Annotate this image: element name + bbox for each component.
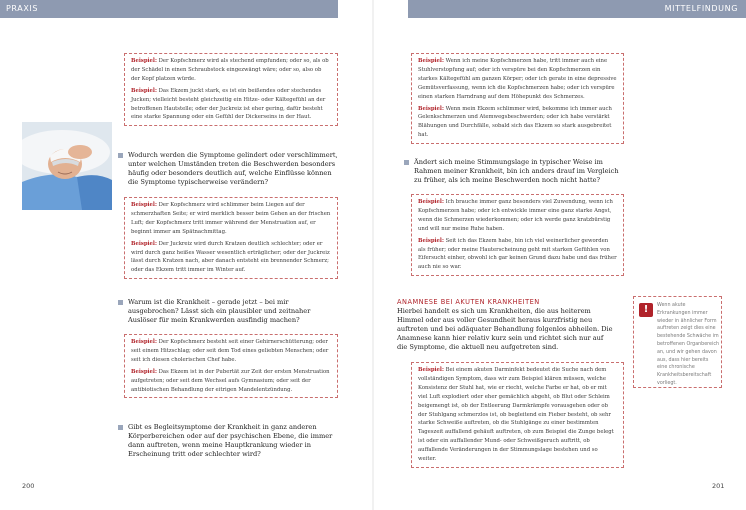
section-body-acute-anamnesis: Hierbei handelt es sich um Krankheiten, die aus heiterem Himmel oder aus voller Gesundheit heraus kurzfristig neu auftreten und bei adäquater Behandlung folgenlos abheilen. Die Anamnese kann hier relativ kurz sein und richtet sich nur auf die Symptome, die aktuell neu aufgetreten sind. [397,307,613,352]
example-label: Beispiel: [131,368,157,375]
example-label: Beispiel: [131,87,157,94]
example-text: Wenn mein Ekzem schlimmer wird, bekomme ich immer auch Gelenkschmerzen und Atemwegsbeschwerden; oder ich habe verstärkt Blähungen und Durchfälle, sobald sich das Ekzem so stark ausgebreitet hat. [418,105,612,139]
question-modalities [118,151,338,187]
example-text: Der Kopfschmerz besteht seit einer Gehirnerschütterung; oder seit einem Hitzschlag; oder seit dem Tod eines geliebten Menschen; oder seit ich diesen cholerischen Chef habe. [131,339,329,363]
example-box-accompanying [411,53,624,144]
header-bar-left [0,0,338,18]
example-text: Bei einem akuten Darminfekt bedeutet die Suche nach dem vollständigen Symptom, dass wir zum Beispiel klären müssen, welche Konsistenz der Stuhl hat, wie er riecht, welche Farbe er hat, ob er mit viel Luft explodiert oder eher gemächlich abgeht, ob Blut oder Schleim beigemengt ist, ob der Entleerung Darmkrämpfe vorausgehen oder ob der Stuhlgang schmerzlos ist, ob begleitend ein Fieber besteht, ob sehr starke Schweiße auftreten, ob die Stuhlgänge zu einer bestimmten Tageszeit auffallend gehäuft auftreten, ob zum Beispiel die Zunge belegt ist oder ein auffallender Mund- oder Schweißgeruch auftritt, ob auffallende Veränderungen in der Stimmungslage bestehen und so weiter. [418,367,614,463]
photo-illustration [22,122,112,210]
example-label: Beispiel: [131,339,157,345]
question-trigger [118,298,338,325]
bullet-square-icon [118,425,123,430]
page-number-left: 200 [22,482,35,490]
example-box-acute-infection [411,362,624,468]
question-mood [404,158,626,185]
example-label: Beispiel: [418,367,444,373]
sidebar-note-text: Wenn akute Erkrankungen immer wieder in ähnlicher Form auftreten zeigt dies eine bestehende Schwäche im betroffenen Organbereich an, und wir gehen davon aus, dass hier bereits eine chronische Krankheitsbereitschaft vorliegt. [657,303,720,386]
exclamation-icon: ! [639,303,653,317]
example-text: Ich brauche immer ganz besonders viel Zuwendung, wenn ich Kopfschmerzen habe; oder ich entwickle immer eine ganz starke Angst, wenn die Schmerzen wiederkommen; oder ich werde ganz kratzbürstig und will nur meine Ruhe haben. [418,199,613,232]
bullet-square-icon [118,300,123,305]
example-label: Beispiel: [131,58,157,64]
example-box-mood [411,194,624,276]
example-label: Beispiel: [131,240,157,247]
example-label: Beispiel: [418,237,444,244]
page-number-right: 201 [712,482,725,490]
man-with-headache-photo [22,122,112,210]
example-text: Der Kopfschmerz wird schlimmer beim Liegen auf der schmerzhaften Seite; er wird merklich besser beim Gehen an der frischen Luft; der Kopfschmerz tritt immer während der Menstruation auf, er beginnt immer am Spätnachmittag. [131,202,331,235]
example-text: Wenn ich meine Kopfschmerzen habe, tritt immer auch eine Stuhlverstopfung auf; oder ich verspüre bei den Kopfschmerzen ein starkes Kältegefühl am ganzen Körper; oder ich gerate in eine depressive Gemütsverfassung, wenn ich die Kopfschmerzen habe; oder ich verspüre einen starken Harndrang auf dem Höhepunkt des Schmerzes. [418,58,617,100]
example-text: Das Ekzem juckt stark, es ist ein beißendes oder stechendes Jucken; vielleicht besteht gleichzeitig ein Hitze- oder Kältegefühl an der betroffenen Hautstelle; oder der Juckreiz ist eher gering, dafür besteht eine starke Spannung oder ein Gefühl der Dickerseins in der Haut. [131,87,326,121]
question-text: Warum ist die Krankheit – gerade jetzt – bei mir ausgebrochen? Lässt sich ein plausibler und zeitnaher Auslöser für mein Krankwerden ausfindig machen? [128,298,311,325]
bullet-square-icon [404,160,409,165]
bullet-square-icon [118,153,123,158]
example-box-trigger [124,334,338,398]
example-text: Das Ekzem ist in der Pubertät zur Zeit der ersten Menstruation aufgetreten; oder seit dem Wechsel aufs Gymnasium; oder seit der antibiotischen Behandlung der eitrigen Mandelentzündung. [131,368,330,393]
example-box-headache-ekzem-quality [124,53,338,126]
section-title-acute-anamnesis: ANAMNESE BEI AKUTEN KRANKHEITEN [397,298,540,306]
example-label: Beispiel: [418,105,444,112]
example-text: Der Kopfschmerz wird als stechend empfunden; oder so, als ob der Schädel in einen Schraubstock eingezwängt wäre; oder so, also ob der Kopf platzen würde. [131,58,329,82]
example-text: Der Juckreiz wird durch Kratzen deutlich schlechter; oder er wird durch ganz heißes Wasser wesentlich erträglicher; oder der Juckreiz lässt durch Kratzen nach, aber danach entsteht ein brennender Schmerz; oder das Ekzem tritt immer im Winter auf. [131,240,330,274]
example-label: Beispiel: [418,58,444,64]
header-label-right: MITTELFINDUNG [664,4,738,13]
question-accompanying-symptoms [118,423,338,459]
header-label-left: PRAXIS [6,4,39,13]
example-label: Beispiel: [418,199,444,205]
header-bar-right [408,0,746,18]
example-text: Seit ich das Ekzem habe, bin ich viel weinerlicher geworden als früher; oder meine Hauterscheinung geht mit starken Gefühlen von Eifersucht einher, obwohl ich gar keinen Grund dazu habe und das früher auch nie so war. [418,237,617,271]
question-text: Wodurch werden die Symptome gelindert oder verschlimmert, unter welchen Umständen treten die Beschwerden besonders häufig oder besonders deutlich auf, welche Einflüsse können die Symptome typischerweise verändern? [128,151,338,187]
question-text: Ändert sich meine Stimmungslage in typischer Weise im Rahmen meiner Krankheit, bin ich anders drauf im Vergleich zu früher, als ich meine Beschwerden noch nicht hatte? [414,158,619,185]
example-label: Beispiel: [131,202,157,208]
book-spine [372,0,374,510]
question-text: Gibt es Begleitsymptome der Krankheit in ganz anderen Körperbereichen oder auf der psychischen Ebene, die immer dann auftreten, wenn meine Hauptkrankung wieder in Erscheinung tritt oder schlechter wird? [128,423,333,459]
sidebar-note [633,296,722,388]
example-box-modalities [124,197,338,279]
